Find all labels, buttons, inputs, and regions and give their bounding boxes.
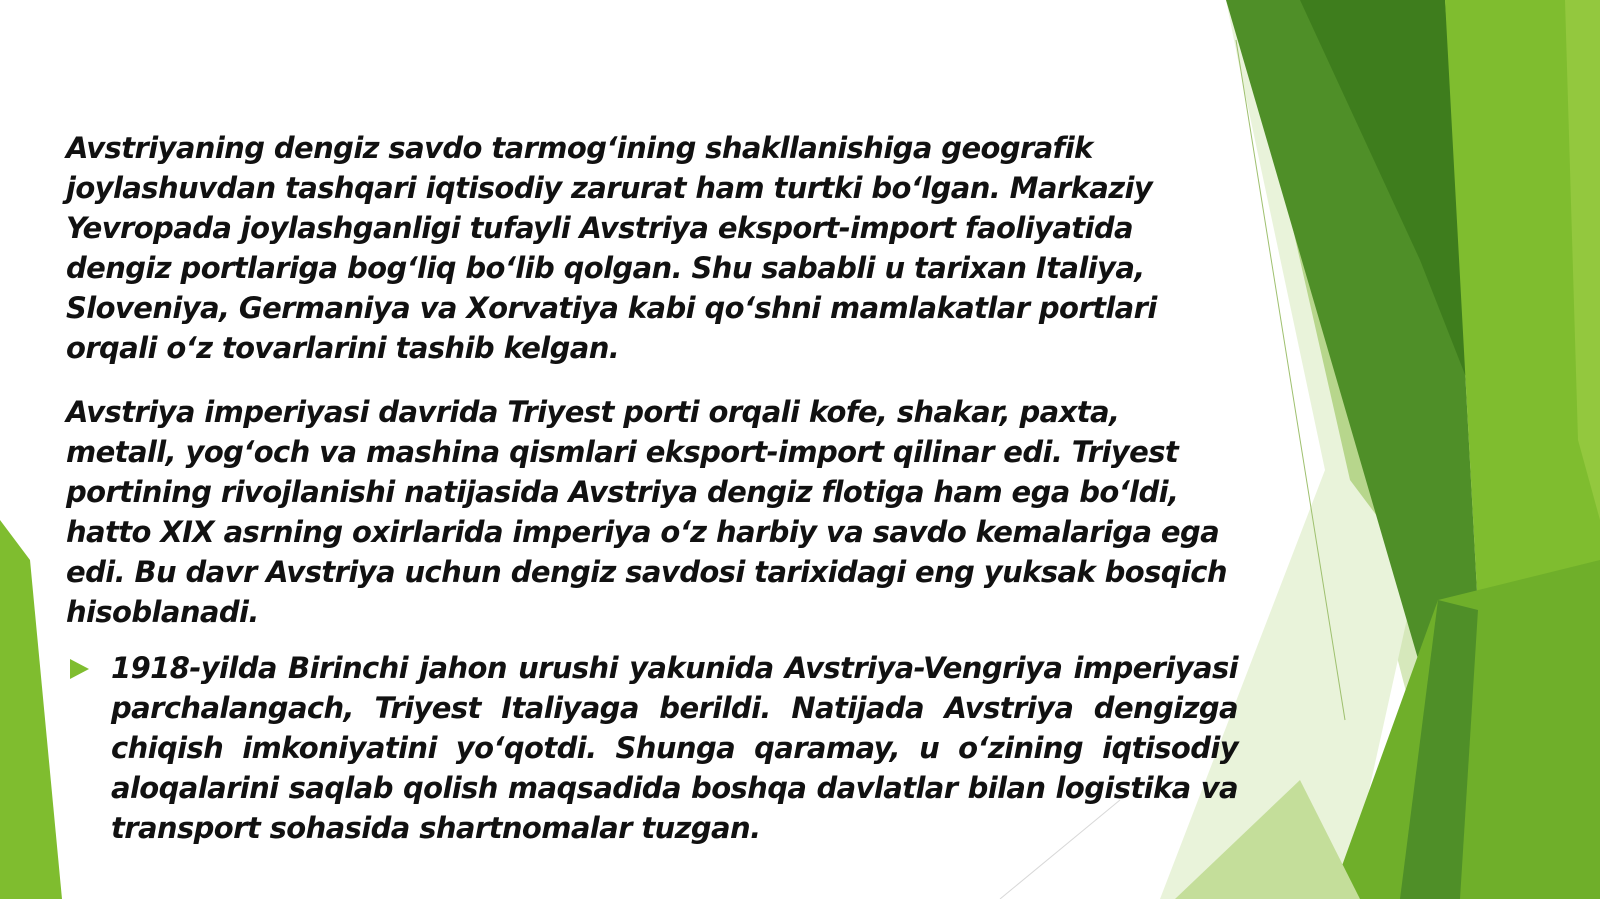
left-green-sliver [0,520,62,899]
paragraph-2: Avstriya imperiyasi davrida Triyest porti orqali kofe, shakar, paxta, metall, yog‘och va mashina qismlari eksport-import qilinar edi. Triyest portining rivojlanishi natijasida Avstriya dengiz flotiga ham ega bo‘ldi, hatto XIX asrning oxirlarida imperiya o‘z harbiy va savdo kemalariga ega edi. Bu davr Avstriya uchun dengiz savdosi tarixidagi eng yuksak bosqich hisoblanadi. [66,395,1227,629]
bullet-item-1 [66,648,1238,848]
paragraph-1: Avstriyaning dengiz savdo tarmog‘ining shakllanishiga geografik joylashuvdan tashqari iqtisodiy zarurat ham turtki bo‘lgan. Markaziy Yevropada joylashganligi tufayli Avstriya eksport-import faoliyatida dengiz portlariga bog‘liq bo‘lib qolgan. Shu sababli u tarixan Italiya, Sloveniya, Germaniya va Xorvatiya kabi qo‘shni mamlakatlar portlari orqali o‘z tovarlarini tashib kelgan. [66,131,1157,365]
bullet-item-text: 1918-yilda Birinchi jahon urushi yakunida Avstriya-Vengriya imperiyasi parchalangach, Triyest Italiyaga berildi. Natijada Avstriya dengizga chiqish imkoniyatini yo‘qotdi. Shunga qaramay, u o‘zining iqtisodiy aloqalarini saqlab qolish maqsadida boshqa davlatlar bilan logistika va transport sohasida shartnomalar tuzgan. [111,651,1238,845]
triangle-bullet-icon [70,659,90,679]
slide-body [66,128,1238,848]
